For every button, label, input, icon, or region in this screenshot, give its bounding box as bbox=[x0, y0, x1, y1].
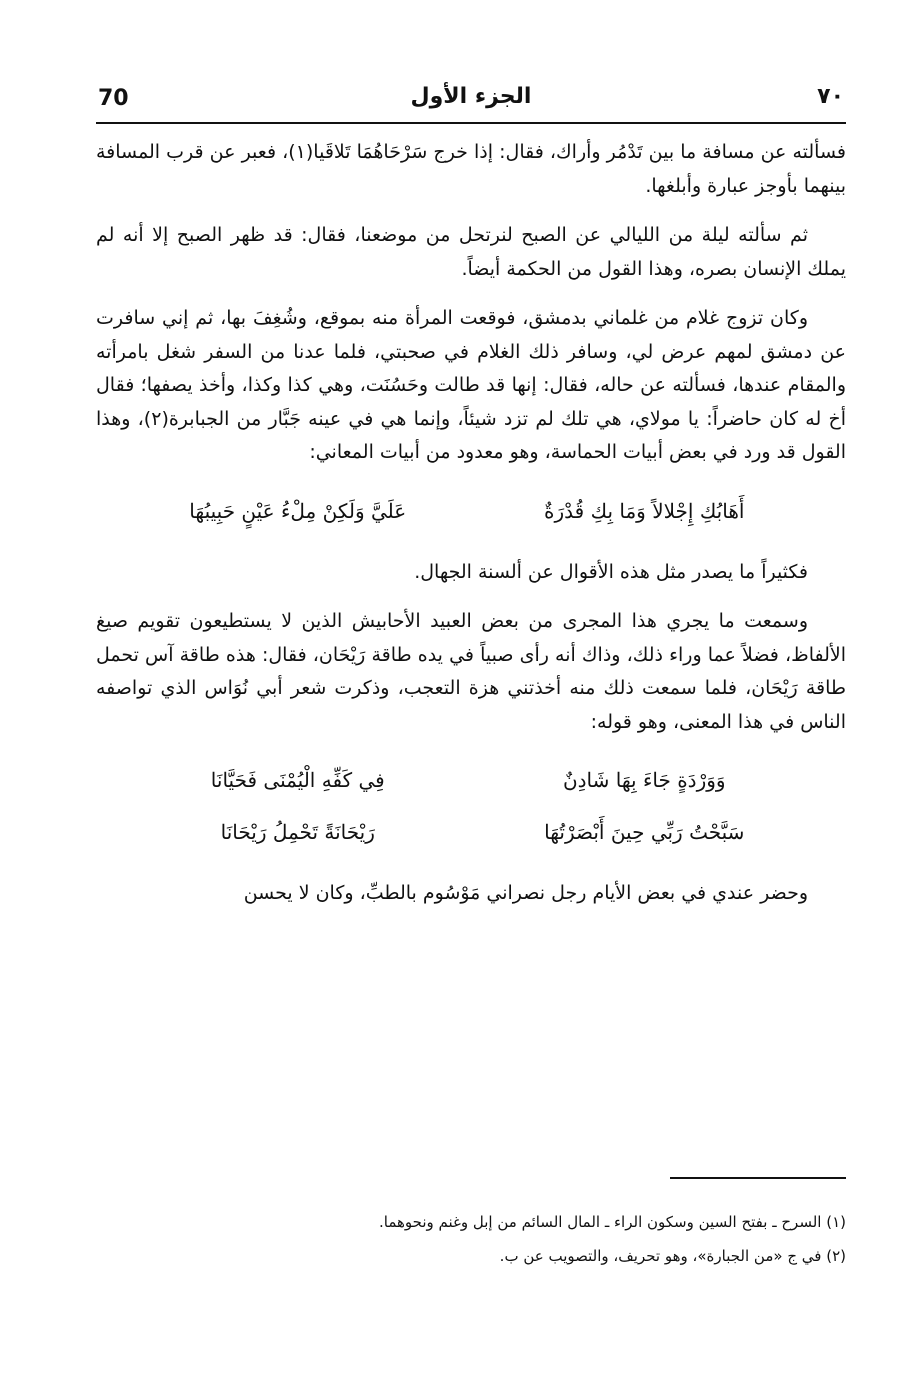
verse-hemistich: عَلَيَّ وَلَكِنْ مِلْءُ عَيْنٍ حَبِيبُهَا bbox=[189, 498, 407, 523]
page-number-latin: 70 bbox=[98, 86, 129, 111]
footnote-1: (١) السرح ـ بفتح السين وسكون الراء ـ المال السائم من إبل وغنم ونحوهما. bbox=[378, 1213, 846, 1231]
running-title: الجزء الأول bbox=[410, 84, 532, 109]
verse-block-2 bbox=[96, 755, 846, 859]
verse-hemistich: وَوَرْدَةٍ جَاءَ بِهَا شَادِنٌ bbox=[562, 768, 726, 793]
footnote-rule bbox=[670, 1177, 846, 1179]
page-header bbox=[96, 80, 846, 120]
verse-line bbox=[96, 807, 846, 859]
main-text bbox=[96, 136, 846, 927]
paragraph-3: وكان تزوج غلام من غلماني بدمشق، فوقعت المرأة منه بموقع، وشُغِفَ بها، ثم إني سافرت عن دمشق لمهم عرض لي، وسافر ذلك الغلام في صحبتي، فلما عدنا من السفر شغل بامرأته والمقام عندها، فسألته عن حاله، فقال: إنها قد طالت وحَسُنَت، وهي كذا وكذا، وأخذ يصفها؛ فقال أخ له كان حاضراً: يا مولاي، هي تلك لم تزد شيئاً، وإنما هي في عينه جَبَّار من الجبابرة(٢)، وهذا القول قد ورد في بعض أبيات الحماسة، وهو معدود من أبيات المعاني: bbox=[96, 307, 847, 463]
paragraph-5: وسمعت ما يجري هذا المجرى من بعض العبيد الأحابيش الذين لا يستطيعون تقويم صيغ الألفاظ، فضلاً عما وراء ذلك، وذاك أنه رأى صبياً في يده طاقة رَيْحَان، فقال: هذه طاقة آس تحمل طاقة رَيْحَان، فلما سمعت ذلك منه أخذتني هزة التعجب، وذكرت شعر أبي نُوَاس الذي تواصفه الناس في هذا المعنى، وهو قوله: bbox=[96, 610, 846, 733]
verse-hemistich: أَهَابُكِ إِجْلالاً وَمَا بِكِ قُدْرَةٌ bbox=[544, 498, 745, 523]
footnote-2: (٢) في ج «من الجبارة»، وهو تحريف، والتصويب عن ب. bbox=[499, 1247, 846, 1265]
verse-line bbox=[96, 755, 846, 807]
header-rule bbox=[96, 122, 846, 124]
verse-block-1 bbox=[96, 486, 846, 538]
paragraph-6: وحضر عندي في بعض الأيام رجل نصراني مَوْسُوم بالطبِّ، وكان لا يحسن bbox=[243, 882, 808, 904]
verse-hemistich: سَبَّحْتُ رَبِّي حِينَ أَبْصَرْتُهَا bbox=[544, 820, 745, 845]
footnotes bbox=[96, 1205, 846, 1273]
paragraph-1: فسألته عن مسافة ما بين تَدْمُر وأراك، فقال: إذا خرج سَرْحَاهُمَا تَلاقَيا(١)، فعبر عن قرب المسافة بينهما بأوجز عبارة وأبلغها. bbox=[96, 141, 846, 197]
verse-hemistich: رَيْحَانَةً تَحْمِلُ رَيْحَانَا bbox=[220, 820, 375, 845]
verse-line bbox=[96, 486, 846, 538]
page-number-arabic: ٧٠ bbox=[817, 84, 844, 109]
paragraph-4: فكثيراً ما يصدر مثل هذه الأقوال عن ألسنة الجهال. bbox=[414, 560, 808, 583]
verse-hemistich: فِي كَفِّهِ الْيُمْنَى فَحَيَّانَا bbox=[210, 768, 385, 793]
paragraph-2: ثم سألته ليلة من الليالي عن الصبح لنرتحل من موضعنا، فقال: قد ظهر الصبح إلا أنه لم يملك الإنسان بصره، وهذا القول من الحكمة أيضاً. bbox=[96, 224, 846, 280]
